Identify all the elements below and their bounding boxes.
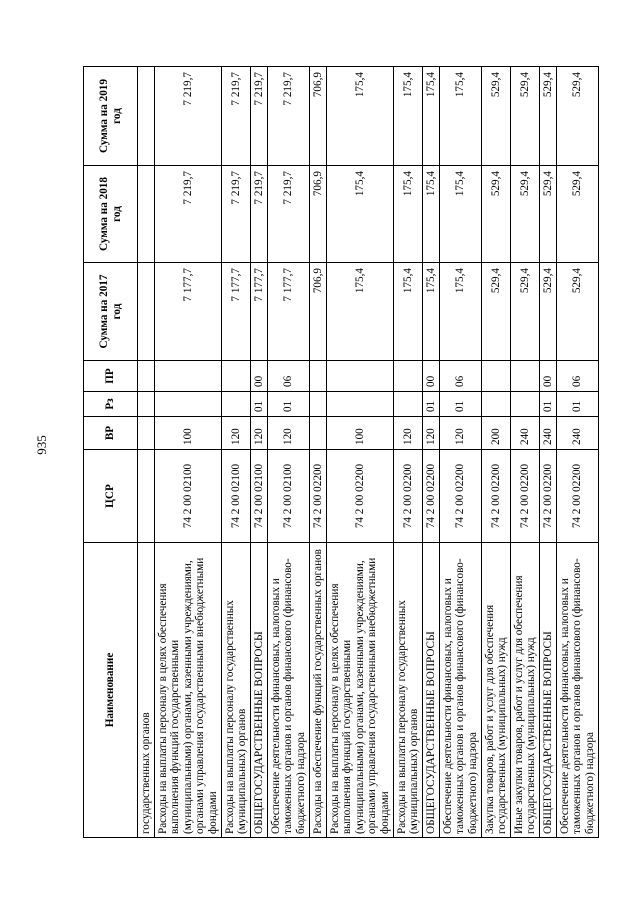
col-header-csr: ЦСР	[84, 450, 138, 543]
cell-2018: 7 219,7	[251, 166, 268, 263]
rotated-table-container	[83, 67, 596, 838]
header-row	[84, 67, 138, 838]
cell-2019: 175,4	[440, 67, 482, 166]
cell-csr: 74 2 00 02200	[482, 450, 511, 543]
cell-vr	[138, 417, 155, 450]
cell-name: Обеспечение деятельности финансовых, налоговых и таможенных органов и органов финансового (финансово-бюджетного) надзора	[440, 543, 482, 838]
table-row	[511, 67, 540, 838]
cell-csr: 74 2 00 02200	[540, 450, 557, 543]
cell-2018: 175,4	[327, 166, 394, 263]
cell-2018: 175,4	[423, 166, 440, 263]
cell-vr: 120	[268, 417, 310, 450]
cell-vr: 120	[394, 417, 423, 450]
cell-pr	[138, 361, 155, 392]
cell-rz: 01	[440, 392, 482, 417]
table-row	[268, 67, 310, 838]
cell-2018: 529,4	[482, 166, 511, 263]
cell-2019: 175,4	[423, 67, 440, 166]
cell-2018: 7 219,7	[155, 166, 222, 263]
cell-name: Обеспечение деятельности финансовых, налоговых и таможенных органов и органов финансового (финансово-бюджетного) надзора	[268, 543, 310, 838]
cell-2018: 175,4	[394, 166, 423, 263]
cell-rz	[394, 392, 423, 417]
cell-csr: 74 2 00 02200	[511, 450, 540, 543]
cell-rz	[310, 392, 327, 417]
cell-pr	[327, 361, 394, 392]
cell-rz	[327, 392, 394, 417]
cell-rz: 01	[423, 392, 440, 417]
cell-vr: 100	[327, 417, 394, 450]
cell-2019	[138, 67, 155, 166]
table-row	[327, 67, 394, 838]
cell-csr: 74 2 00 02200	[423, 450, 440, 543]
cell-2017: 529,4	[557, 263, 599, 361]
cell-2017: 175,4	[440, 263, 482, 361]
cell-csr: 74 2 00 02200	[327, 450, 394, 543]
cell-2019: 706,9	[310, 67, 327, 166]
cell-rz	[222, 392, 251, 417]
cell-pr: 06	[557, 361, 599, 392]
cell-2017: 7 177,7	[222, 263, 251, 361]
cell-pr: 06	[440, 361, 482, 392]
cell-2019: 7 219,7	[222, 67, 251, 166]
col-header-rz: Рз	[84, 392, 138, 417]
cell-2019: 529,4	[540, 67, 557, 166]
cell-2017: 175,4	[327, 263, 394, 361]
cell-csr: 74 2 00 02200	[310, 450, 327, 543]
cell-rz	[155, 392, 222, 417]
col-header-pr: ПР	[84, 361, 138, 392]
cell-vr: 240	[557, 417, 599, 450]
cell-2018: 529,4	[540, 166, 557, 263]
page-number: 935	[34, 435, 49, 455]
cell-pr	[310, 361, 327, 392]
cell-pr	[511, 361, 540, 392]
cell-2017: 7 177,7	[155, 263, 222, 361]
cell-csr: 74 2 00 02200	[557, 450, 599, 543]
table-row	[540, 67, 557, 838]
cell-name: Расходы на выплаты персоналу государственных (муниципальных) органов	[394, 543, 423, 838]
cell-2018: 7 219,7	[222, 166, 251, 263]
cell-pr	[222, 361, 251, 392]
cell-2017: 175,4	[394, 263, 423, 361]
cell-2017: 175,4	[423, 263, 440, 361]
table-row	[557, 67, 599, 838]
cell-pr: 00	[423, 361, 440, 392]
cell-2019: 529,4	[557, 67, 599, 166]
budget-table	[83, 66, 599, 838]
cell-2017: 7 177,7	[268, 263, 310, 361]
cell-name: Расходы на выплаты персоналу государственных (муниципальных) органов	[222, 543, 251, 838]
cell-name: Обеспечение деятельности финансовых, налоговых и таможенных органов и органов финансового (финансово-бюджетного) надзора	[557, 543, 599, 838]
cell-vr: 240	[540, 417, 557, 450]
table-row	[310, 67, 327, 838]
cell-2018: 7 219,7	[268, 166, 310, 263]
col-header-name: Наименование	[84, 543, 138, 838]
cell-2017: 7 177,7	[251, 263, 268, 361]
cell-2017: 529,4	[540, 263, 557, 361]
cell-name: ОБЩЕГОСУДАРСТВЕННЫЕ ВОПРОСЫ	[540, 543, 557, 838]
table-row	[423, 67, 440, 838]
cell-pr: 06	[268, 361, 310, 392]
cell-rz	[511, 392, 540, 417]
cell-vr: 120	[423, 417, 440, 450]
cell-name: Закупка товаров, работ и услуг для обеспечения государственных (муниципальных) нужд	[482, 543, 511, 838]
cell-2017	[138, 263, 155, 361]
cell-csr: 74 2 00 02100	[222, 450, 251, 543]
cell-rz: 01	[540, 392, 557, 417]
cell-name: Расходы на обеспечение функций государственных органов	[310, 543, 327, 838]
cell-pr: 00	[540, 361, 557, 392]
cell-vr: 120	[251, 417, 268, 450]
cell-rz: 01	[268, 392, 310, 417]
col-header-vr: ВР	[84, 417, 138, 450]
cell-csr: 74 2 00 02100	[155, 450, 222, 543]
cell-2019: 175,4	[327, 67, 394, 166]
cell-vr: 240	[511, 417, 540, 450]
cell-vr: 120	[222, 417, 251, 450]
col-header-2019: Сумма на 2019 год	[84, 67, 138, 166]
cell-rz: 01	[251, 392, 268, 417]
cell-rz	[138, 392, 155, 417]
cell-vr: 120	[440, 417, 482, 450]
table-row	[440, 67, 482, 838]
cell-csr: 74 2 00 02100	[268, 450, 310, 543]
table-row	[394, 67, 423, 838]
cell-2017: 529,4	[511, 263, 540, 361]
cell-csr: 74 2 00 02200	[440, 450, 482, 543]
col-header-2018: Сумма на 2018 год	[84, 166, 138, 263]
cell-csr	[138, 450, 155, 543]
cell-2018: 529,4	[511, 166, 540, 263]
cell-2019: 7 219,7	[251, 67, 268, 166]
cell-vr: 200	[482, 417, 511, 450]
table-row	[138, 67, 155, 838]
cell-rz	[482, 392, 511, 417]
cell-name: государственных органов	[138, 543, 155, 838]
cell-2017: 706,9	[310, 263, 327, 361]
cell-name: Расходы на выплаты персоналу в целях обеспечения выполнения функций государственными (муниципальными) органами, казенными учреждениями, органами управления государственными внебюджетными фондами	[327, 543, 394, 838]
cell-2018: 706,9	[310, 166, 327, 263]
cell-2019: 529,4	[482, 67, 511, 166]
cell-vr	[310, 417, 327, 450]
cell-2019: 7 219,7	[155, 67, 222, 166]
cell-2018	[138, 166, 155, 263]
col-header-2017: Сумма на 2017 год	[84, 263, 138, 361]
table-row	[251, 67, 268, 838]
cell-name: Расходы на выплаты персоналу в целях обеспечения выполнения функций государственными (муниципальными) органами, казенными учреждениями, органами управления государственными внебюджетными фондами	[155, 543, 222, 838]
cell-pr	[394, 361, 423, 392]
cell-2017: 529,4	[482, 263, 511, 361]
cell-csr: 74 2 00 02100	[251, 450, 268, 543]
table-row	[222, 67, 251, 838]
table-row	[155, 67, 222, 838]
cell-name: ОБЩЕГОСУДАРСТВЕННЫЕ ВОПРОСЫ	[251, 543, 268, 838]
cell-name: ОБЩЕГОСУДАРСТВЕННЫЕ ВОПРОСЫ	[423, 543, 440, 838]
cell-rz: 01	[557, 392, 599, 417]
cell-2019: 175,4	[394, 67, 423, 166]
cell-name: Иные закупки товаров, работ и услуг для обеспечения государственных (муниципальных) нужд	[511, 543, 540, 838]
cell-pr: 00	[251, 361, 268, 392]
cell-2018: 529,4	[557, 166, 599, 263]
cell-pr	[155, 361, 222, 392]
cell-2019: 7 219,7	[268, 67, 310, 166]
cell-2019: 529,4	[511, 67, 540, 166]
cell-2018: 175,4	[440, 166, 482, 263]
cell-csr: 74 2 00 02200	[394, 450, 423, 543]
cell-pr	[482, 361, 511, 392]
cell-vr: 100	[155, 417, 222, 450]
table-row	[482, 67, 511, 838]
